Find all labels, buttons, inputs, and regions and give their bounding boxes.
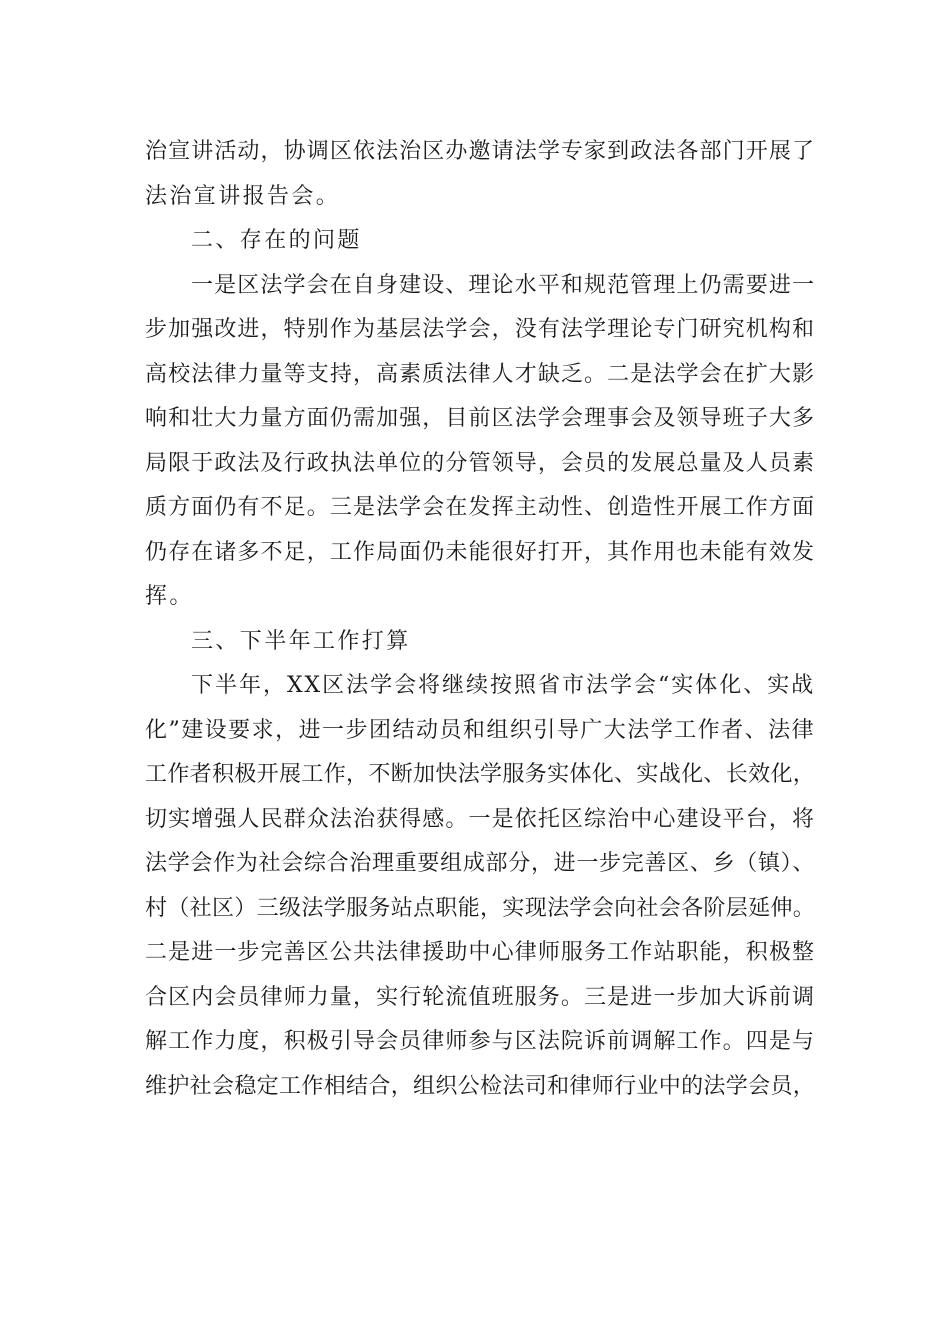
text-line: 法治宣讲报告会。	[145, 183, 341, 209]
text-line: 仍存在诸多不足，工作局面仍未能很好打开，其作用也未能有效发	[145, 539, 815, 565]
text-line: 质方面仍有不足。三是法学会在发挥主动性、创造性开展工作方面	[145, 495, 815, 520]
text-line: 局限于政法及行政执法单位的分管领导，会员的发展总量及人员素	[145, 450, 815, 476]
text-line: 响和壮大力量方面仍需加强，目前区法学会理事会及领导班子大多	[145, 406, 815, 431]
text-line: 维护社会稳定工作相结合，组织公检法司和律师行业中的法学会员，	[145, 1073, 815, 1099]
text-line: 合区内会员律师力量，实行轮流值班服务。三是进一步加大诉前调	[145, 984, 815, 1010]
text-line: 步加强改进，特别作为基层法学会，没有法学理论专门研究机构和	[145, 317, 815, 342]
body-text	[145, 130, 815, 1109]
text-line: 村（社区）三级法学服务站点职能，实现法学会向社会各阶层延伸。	[145, 895, 815, 921]
text-line: 切实增强人民群众法治获得感。一是依托区综治中心建设平台，将	[145, 806, 815, 832]
text-line: 工作者积极开展工作，不断加快法学服务实体化、实战化、长效化，	[145, 762, 815, 787]
text-line: 下半年，XX区法学会将继续按照省市法学会“实体化、实战	[191, 673, 815, 698]
text-line: 二是进一步完善区公共法律援助中心律师服务工作站职能，积极整	[145, 940, 815, 965]
text-line: 化”建设要求，进一步团结动员和组织引导广大法学工作者、法律	[145, 717, 815, 743]
text-line: 三、下半年工作打算	[191, 628, 411, 654]
text-line: 高校法律力量等支持，高素质法律人才缺乏。二是法学会在扩大影	[145, 361, 815, 387]
text-line: 一是区法学会在自身建设、理论水平和规范管理上仍需要进一	[191, 272, 815, 298]
text-line: 治宣讲活动，协调区依法治区办邀请法学专家到政法各部门开展了	[145, 139, 815, 164]
text-line: 二、存在的问题	[191, 228, 362, 253]
text-line: 挥。	[145, 584, 194, 609]
text-line: 解工作力度，积极引导会员律师参与区法院诉前调解工作。四是与	[145, 1029, 815, 1054]
text-line: 法学会作为社会综合治理重要组成部分，进一步完善区、乡（镇）、	[145, 851, 815, 876]
